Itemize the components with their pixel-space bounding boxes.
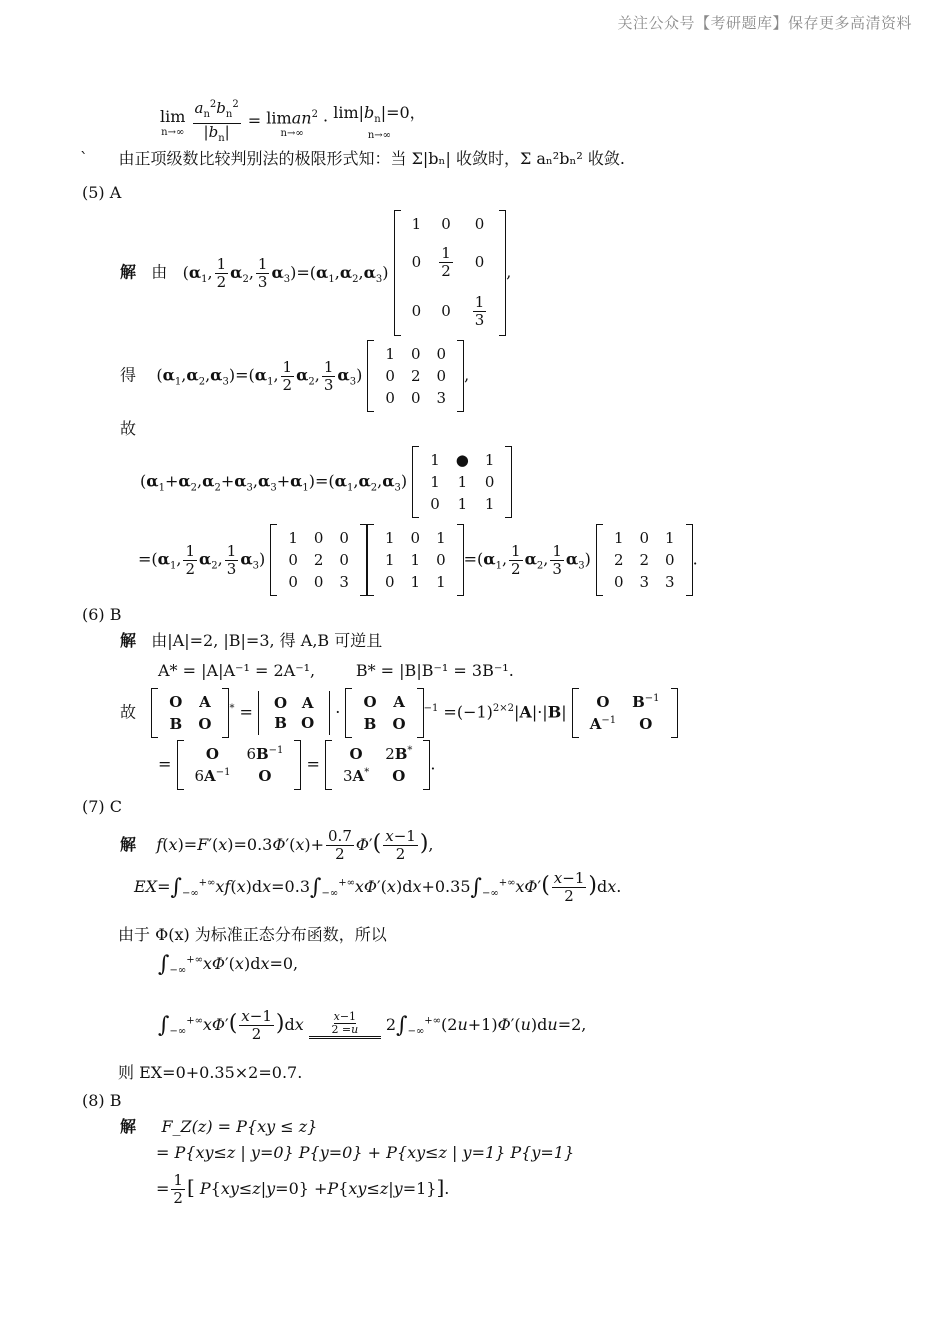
q6-block-result: = O $6B^{-1}$ $6A^{-1}$ O = O 2B* 3A* O . (158, 740, 436, 790)
q7-result: 则 EX=0+0.35×2=0.7. (118, 1063, 303, 1082)
q8-line1: 解 F_Z(z) = P{xy ≤ z} (120, 1117, 318, 1136)
matrix-result: 1 0 1 2 2 0 0 3 3 (596, 524, 693, 596)
q7-expectation: $EX=\int_{-\infty}^{+\infty}xf(x)dx=0.3\int_{-\infty}^{+\infty}x\Phi'(x)dx+0.35\int_{-\infty}^{+\infty}x\Phi'$( $\frac{x-1}{2}$ )dx. (134, 869, 622, 905)
q6-answer-label: (6) B (82, 605, 122, 624)
q5-answer-label: (5) A (82, 183, 122, 202)
q7-integral2: $\int_{-\infty}^{+\infty}x\Phi'$( $\frac{x-1}{2}$ )dx x−1 2 =u $2\int_{-\infty}^{+\infty}(2u+1)\Phi'(u)du=2$, (158, 1007, 587, 1043)
matrix-diag-half-third: 1 0 0 0 $\frac{1}{2}$ 0 0 0 $\frac{1}{3}$ (394, 210, 507, 336)
q5-solution-line1: 解 由 ($\alpha_1$, $\frac{1}{2}$ $\alpha_2$, $\frac{1}{3}$ $\alpha_3)=(\alpha_1,\alpha_2,\alpha_3)$ 1 0 0 0 $\frac{1}{2}$ 0 0 0 $\frac{1}{3}$ , (120, 210, 511, 336)
matrix-sum: 1 ● 1 1 1 0 0 1 1 (412, 446, 512, 518)
q7-integral1: $\int_{-\infty}^{+\infty}x\Phi'(x)dx=0$, (158, 952, 299, 977)
q6-line2: A* = |A|A⁻¹ = 2A⁻¹, B* = |B|B⁻¹ = 3B⁻¹. (158, 661, 514, 680)
matrix-101: 1 0 1 1 1 0 0 1 1 (367, 524, 464, 596)
series-conclusion: ` 由正项级数比较判别法的极限形式知：当 Σ|bₙ| 收敛时，Σ aₙ²bₙ² 收敛. (80, 149, 625, 168)
q7-answer-label: (7) C (82, 797, 122, 816)
q7-text1: 由于 Φ(x) 为标准正态分布函数，所以 (118, 925, 387, 944)
q5-solution-line2: 得 $(\alpha_1,\alpha_2,\alpha_3)=(\alpha_1$, $\frac{1}{2}$ $\alpha_2$, $\frac{1}{3}$ $\alpha_3$) 1 0 0 0 2 0 0 0 3 , (120, 340, 469, 412)
q6-line1: 解 由|A|=2, |B|=3, 得 A,B 可逆且 (120, 631, 383, 650)
q5-solution-line4: $=(\alpha_1$, $\frac{1}{2}$ $\alpha_2$, $\frac{1}{3}$ $\alpha_3$) 1 0 0 0 2 0 0 0 3 1 0 1 1 1 0 0 1 1 $=(\alpha_1$, $\frac{1}{2}$ $\alpha_2$, $\frac{1}{3}$ $\alpha_3$) 1 0 1 2 2 0 0 3 3 . (138, 524, 698, 596)
limit-formula: lim n→∞ $\frac{a_n^2b_n^2}{|b_n|}$ = liman$^2$ n→∞ · $\lim|b_n|=0$， n→∞ (160, 96, 426, 147)
q8-line2: = P{xy≤z | y=0} P{y=0} + P{xy≤z | y=1} P{y=1} (156, 1143, 575, 1162)
q5-solution-line3: $(\alpha_1+\alpha_2,\alpha_2+\alpha_3,\alpha_3+\alpha_1)=(\alpha_1,\alpha_2,\alpha_3)$ 1 ● 1 1 1 0 0 1 1 (140, 446, 512, 518)
watermark: 关注公众号【考研题库】保存更多高清资料 (617, 14, 912, 32)
q8-line3: = $\frac{1}{2}$ [ P{xy≤z|y=0} +P{xy≤z|y=1}]. (156, 1171, 450, 1207)
matrix-diag-123b: 1 0 0 0 2 0 0 0 3 (270, 524, 367, 596)
q5-gu: 故 (120, 419, 137, 438)
q7-density: 解 f(x)=F′(x)=0.3Φ′(x)+ $\frac{0.7}{2}$ Φ′( $\frac{x-1}{2}$ ), (120, 827, 434, 863)
q6-block-formula: 故 O A B O * = O A B O · O A B O $^{-1} =(-1)^{2\times 2}|A|\cdot|B|$ O $B^{-1}$ $A^{-1}$ O (120, 688, 678, 738)
matrix-diag-123: 1 0 0 0 2 0 0 0 3 (367, 340, 464, 412)
q8-answer-label: (8) B (82, 1091, 122, 1110)
